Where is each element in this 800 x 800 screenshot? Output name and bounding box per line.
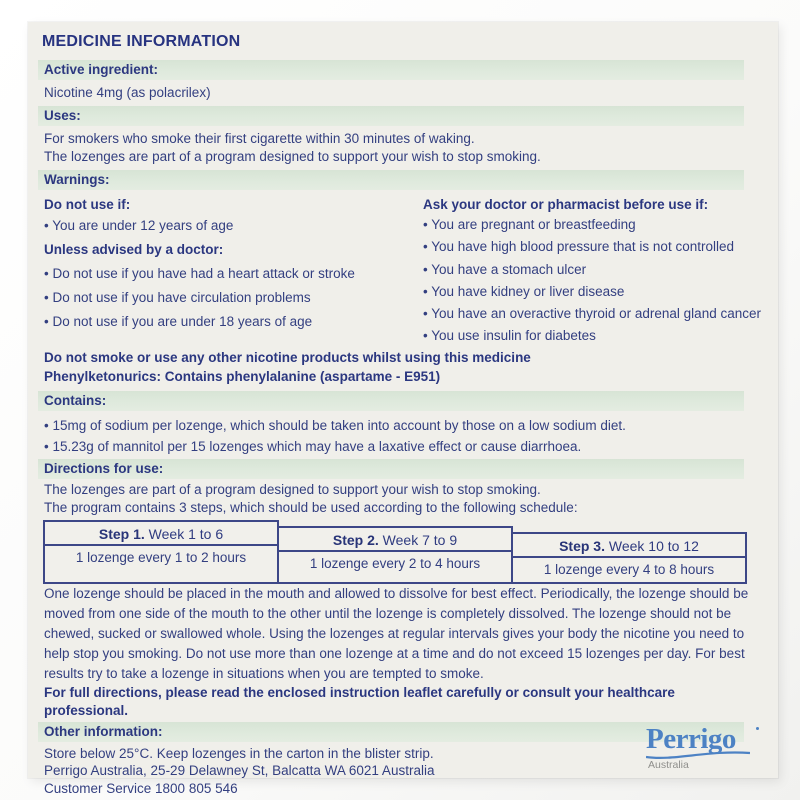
warning-item: • You have an overactive thyroid or adrenal gland cancer (423, 303, 778, 325)
uses-line: For smokers who smoke their first cigarette within 30 minutes of waking. (44, 131, 475, 146)
step-2-label: Step 2. (332, 531, 379, 548)
step-3-weeks: Week 10 to 12 (604, 537, 699, 554)
page-title: MEDICINE INFORMATION (42, 33, 241, 50)
directions-intro-line: The lozenges are part of a program designed to support your wish to stop smoking. (44, 481, 541, 497)
step-1-dose: 1 lozenge every 1 to 2 hours (75, 549, 247, 565)
unless-advised-heading: Unless advised by a doctor: (44, 242, 224, 257)
schedule-step-1 (43, 520, 279, 584)
logo-region-text: Australia (648, 759, 689, 771)
schedule-step-3 (511, 532, 747, 584)
directions-intro-line: The program contains 3 steps, which should be used according to the following schedule: (44, 499, 578, 515)
customer-service-number: Customer Service 1800 805 546 (44, 780, 238, 796)
perrigo-logo (646, 725, 754, 777)
warning-item: • You use insulin for diabetes (423, 325, 778, 347)
section-heading-active-ingredient: Active ingredient: (38, 60, 744, 80)
ask-doctor-heading: Ask your doctor or pharmacist before use if: (423, 197, 709, 212)
phenylketonurics-warning: Phenylketonurics: Contains phenylalanine (aspartame - E951) (44, 368, 441, 384)
step-1-header (45, 522, 277, 546)
step-1-label: Step 1. (98, 525, 145, 542)
step-3-label: Step 3. (559, 537, 605, 554)
warning-item: • You are under 12 years of age (44, 214, 395, 238)
warning-item: • Do not use if you have circulation problems (44, 286, 395, 310)
contains-item: • 15.23g of mannitol per 15 lozenges which may have a laxative effect or cause diarrhoea. (44, 436, 778, 457)
trademark-dot-icon (756, 727, 759, 730)
section-heading-other-information: Other information: (38, 722, 744, 742)
schedule-step-2 (277, 526, 513, 584)
perrigo-logo-wordmark: Perrigo (646, 725, 754, 753)
contains-item: • 15mg of sodium per lozenge, which should be taken into account by those on a low sodium diet. (44, 415, 778, 436)
warning-item: • Do not use if you are under 18 years of age (44, 310, 395, 334)
uses-line: The lozenges are part of a program designed to support your wish to stop smoking. (44, 149, 541, 164)
active-ingredient-text: Nicotine 4mg (as polacrilex) (44, 85, 211, 100)
manufacturer-address: Perrigo Australia, 25-29 Delawney St, Balcatta WA 6021 Australia (44, 763, 435, 779)
section-heading-directions: Directions for use: (38, 459, 744, 479)
contains-list (28, 415, 778, 457)
warnings-columns (28, 196, 778, 348)
step-2-header (279, 528, 511, 552)
step-2-weeks: Week 7 to 9 (378, 531, 458, 548)
storage-instruction: Store below 25°C. Keep lozenges in the carton in the blister strip. (44, 745, 434, 761)
step-3-header (513, 534, 745, 558)
step-1-weeks: Week 1 to 6 (144, 525, 224, 542)
medicine-info-panel (28, 22, 778, 796)
warning-item: • You have a stomach ulcer (423, 259, 778, 281)
do-not-use-heading: Do not use if: (44, 197, 131, 212)
directions-body-paragraph: One lozenge should be placed in the mouth and allowed to dissolve for best effect. Periodically, the lozenge should be moved from one side of the mouth to the other until the lozenge is completely dissolved. The lozenge should not be chewed, sucked or swallowed whole. Using the lozenges at regular intervals gives your body the nicotine you need to help stop you smoking. Do not use more than one lozenge at a time and do not exceed 15 lozenges per day. For best results try to take a lozenge in situations when you are tempted to smoke. (44, 585, 749, 681)
warning-item: • You have high blood pressure that is not controlled (423, 236, 778, 258)
warning-item: • You are pregnant or breastfeeding (423, 214, 778, 236)
section-heading-uses: Uses: (38, 106, 744, 126)
full-directions-note: For full directions, please read the enclosed instruction leaflet carefully or consult your healthcare professional. (44, 684, 675, 718)
step-3-dose: 1 lozenge every 4 to 8 hours (543, 561, 715, 577)
warnings-right-column (423, 196, 778, 348)
section-heading-contains: Contains: (38, 391, 744, 411)
section-heading-warnings: Warnings: (38, 170, 744, 190)
no-smoke-warning: Do not smoke or use any other nicotine products whilst using this medicine (44, 349, 531, 365)
step-2-dose: 1 lozenge every 2 to 4 hours (309, 555, 481, 571)
warning-item: • You have kidney or liver disease (423, 281, 778, 303)
warning-item: • Do not use if you have had a heart attack or stroke (44, 262, 395, 286)
warnings-left-column (44, 196, 395, 348)
dosage-schedule-table (43, 520, 749, 584)
